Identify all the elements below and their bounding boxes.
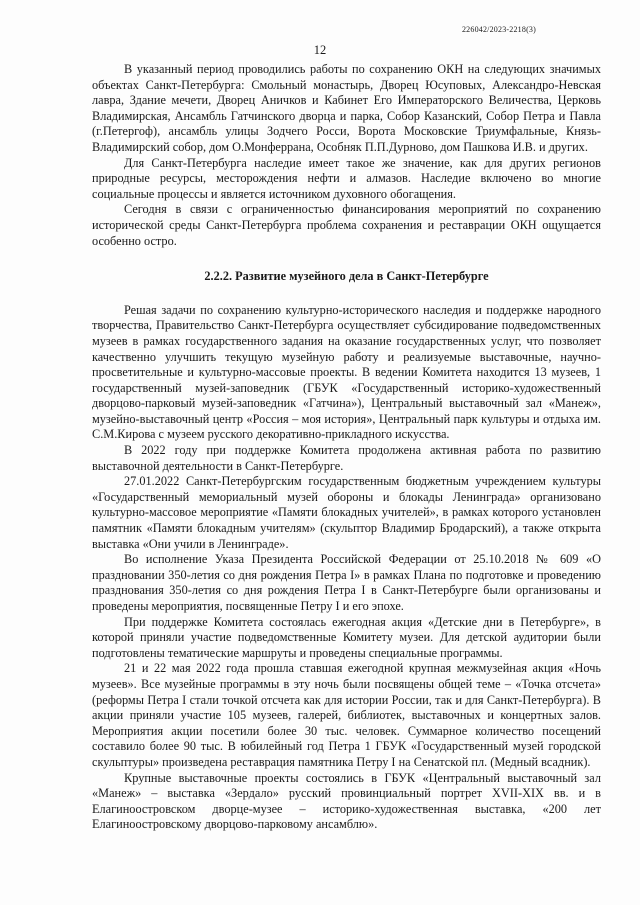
paragraph-major-exhibitions: Крупные выставочные проекты состоялись в ГБУК «Центральный выставочный зал «Манеж» – выставка «Зердало» русский провинциальный портрет XVII-XIX вв. и в Елагиноостровском дворце-музее – историко-художественная выставка, «200 лет Елагиноостровскому дворцово-парковому ансамблю».: [92, 770, 601, 832]
paragraph-heritage-value: Для Санкт-Петербурга наследие имеет такое же значение, как для других регионов природные ресурсы, месторождения нефти и алмазов. Наследие включено во многие социальные процессы и является источником духовного обогащения.: [92, 155, 601, 201]
section-heading: 2.2.2. Развитие музейного дела в Санкт-Петербурге: [204, 269, 489, 284]
document-body: [92, 62, 601, 833]
document-id: 226042/2023-2218(3): [461, 25, 536, 34]
paragraph-children-days: При поддержке Комитета состоялась ежегодная акция «Детские дни в Петербурге», в которой приняли участие подведомственные Комитету музеи. Для детской аудитории были подготовлены тематические маршруты и проведены специальные программы.: [92, 614, 601, 660]
paragraph-blockade-teachers: 27.01.2022 Санкт-Петербургским государственным бюджетным учреждением культуры «Государственный мемориальный музей обороны и блокады Ленинграда» организовано культурно-массовое мероприятие «Памяти блокадных учителей», в рамках которого установлен памятник «Памяти блокадным учителям» (скульптор Владимир Бродарский), а также открыта выставка «Они учили в Ленинграде».: [92, 474, 601, 551]
paragraph-museum-subsidies: Решая задачи по сохранению культурно-исторического наследия и поддержке народного творчества, Правительство Санкт-Петербурга осуществляет субсидирование подведомственных музеев в рамках государственного задания на оказание государственных услуг, что позволяет качественно улучшить текущую музейную работу и реализуемые выставочные, научно-просветительные и культурно-массовые проекты. В ведении Комитета находится 13 музеев, 1 государственный музей-заповедник (ГБУК «Государственный историко-художественный дворцово-парковый музей-заповедник «Гатчина»), Центральный выставочный зал «Манеж», музейно-выставочный центр «Россия – моя история», Центральный парк культуры и отдыха им. С.М.Кирова с музеем русского декоративно-прикладного искусства.: [92, 302, 601, 442]
page-number: 12: [313, 43, 327, 57]
paragraph-funding-problem: Сегодня в связи с ограниченностью финансирования мероприятий по сохранению исторической среды Санкт-Петербурга проблема сохранения и реставрации ОКН ощущается особенно остро.: [92, 202, 601, 248]
paragraph-museum-night: 21 и 22 мая 2022 года прошла ставшая ежегодной крупная межмузейная акция «Ночь музеев». Все музейные программы в эту ночь были посвящены общей теме – «Точка отсчета» (реформы Петра I стали точкой отсчета как для истории России, так и для Санкт-Петербурга). В акции приняли участие 105 музеев, галерей, библиотек, выставочных и концертных залов. Мероприятия акции посетили более 30 тыс. человек. Суммарное количество посещений составило более 90 тыс. В юбилейный год Петра 1 ГБУК «Государственный музей городской скульптуры» произведена реставрация памятника Петру I на Сенатской пл. (Медный всадник).: [92, 661, 601, 769]
paragraph-exhibition-2022: В 2022 году при поддержке Комитета продолжена активная работа по развитию выставочной деятельности в Санкт-Петербурге.: [92, 443, 601, 473]
paragraph-okn-objects: В указанный период проводились работы по сохранению ОКН на следующих значимых объектах Санкт-Петербурга: Смольный монастырь, Дворец Юсуповых, Александро-Невская лавра, Здание мечети, Дворец Аничков и Кабинет Его Императорского Величества, Церковь Владимирская, Ансамбль Гатчинского дворца и парка, Собор Казанский, Собор Петра и Павла (г.Петергоф), ансамбль улицы Зодчего Росси, Ворота Московские Триумфальные, Князь-Владимирский собор, дом О.Монферрана, Особняк П.П.Дурново, дом Пашкова И.В. и других.: [92, 62, 601, 154]
paragraph-peter-350: Во исполнение Указа Президента Российской Федерации от 25.10.2018 № 609 «О праздновании 350-летия со дня рождения Петра I» в рамках Плана по подготовке и проведению празднования 350-летия со дня рождения Петра I в Санкт-Петербурге были организованы и проведены мероприятия, посвященные Петру I и его эпохе.: [92, 552, 601, 613]
